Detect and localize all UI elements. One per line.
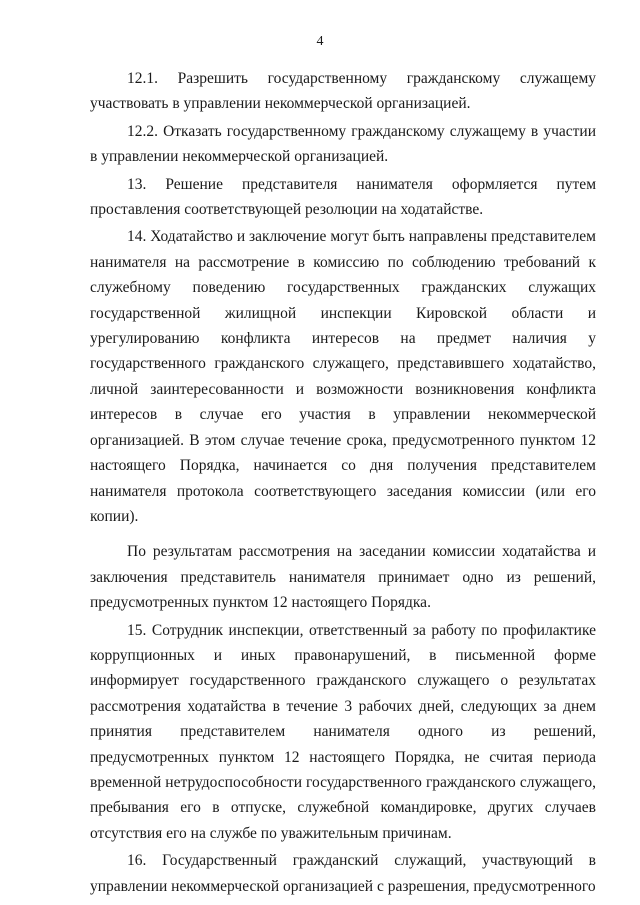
page-number: 4 — [316, 34, 324, 49]
paragraph-15: 15. Сотрудник инспекции, ответственный за работу по профилактике коррупционных и иных правонарушений, в письменной форме информирует государственного гражданского служащего о результатах рассмотрения ходатайства в течение 3 рабочих дней, следующих за днем принятия представителем нанимателя одного из решений, предусмотренных пунктом 12 настоящего Порядка, не считая периода временной нетрудоспособности государственного гражданского служащего, пребывания его в отпуске, служебной командировке, других случаев отсутствия его на службе по уважительным причинам. — [90, 621, 596, 842]
paragraph-12-1: 12.1. Разрешить государственному гражданскому служащему участвовать в управлении некоммерческой организацией. — [90, 70, 596, 113]
paragraph-14: 14. Ходатайство и заключение могут быть направлены представителем нанимателя на рассмотрение в комиссию по соблюдению требований к служебному поведению государственных гражданских служащих государственной жилищной инспекции Кировской области и урегулированию конфликта интересов на предмет наличия у государственного гражданского служащего, представившего ходатайство, личной заинтересованности и возможности возникновения конфликта интересов в случае его участия в управлении некоммерческой организацией. В этом случае течение срока, предусмотренного пунктом 12 настоящего Порядка, начинается со дня получения представителем нанимателя протокола соответствующего заседания комиссии (или его копии). — [90, 228, 596, 525]
paragraph-13: 13. Решение представителя нанимателя оформляется путем проставления соответствующей резолюции на ходатайстве. — [90, 175, 596, 219]
paragraph-12-2: 12.2. Отказать государственному гражданскому служащему в участии в управлении некоммерческой организацией. — [90, 122, 596, 166]
paragraph-commission-results: По результатам рассмотрения на заседании комиссии ходатайства и заключения представитель нанимателя принимает одно из решений, предусмотренных пунктом 12 настоящего Порядка. — [90, 543, 596, 612]
paragraph-16: 16. Государственный гражданский служащий, участвующий в управлении некоммерческой организацией с разрешения, предусмотренного — [90, 852, 596, 895]
document-body — [90, 66, 596, 901]
